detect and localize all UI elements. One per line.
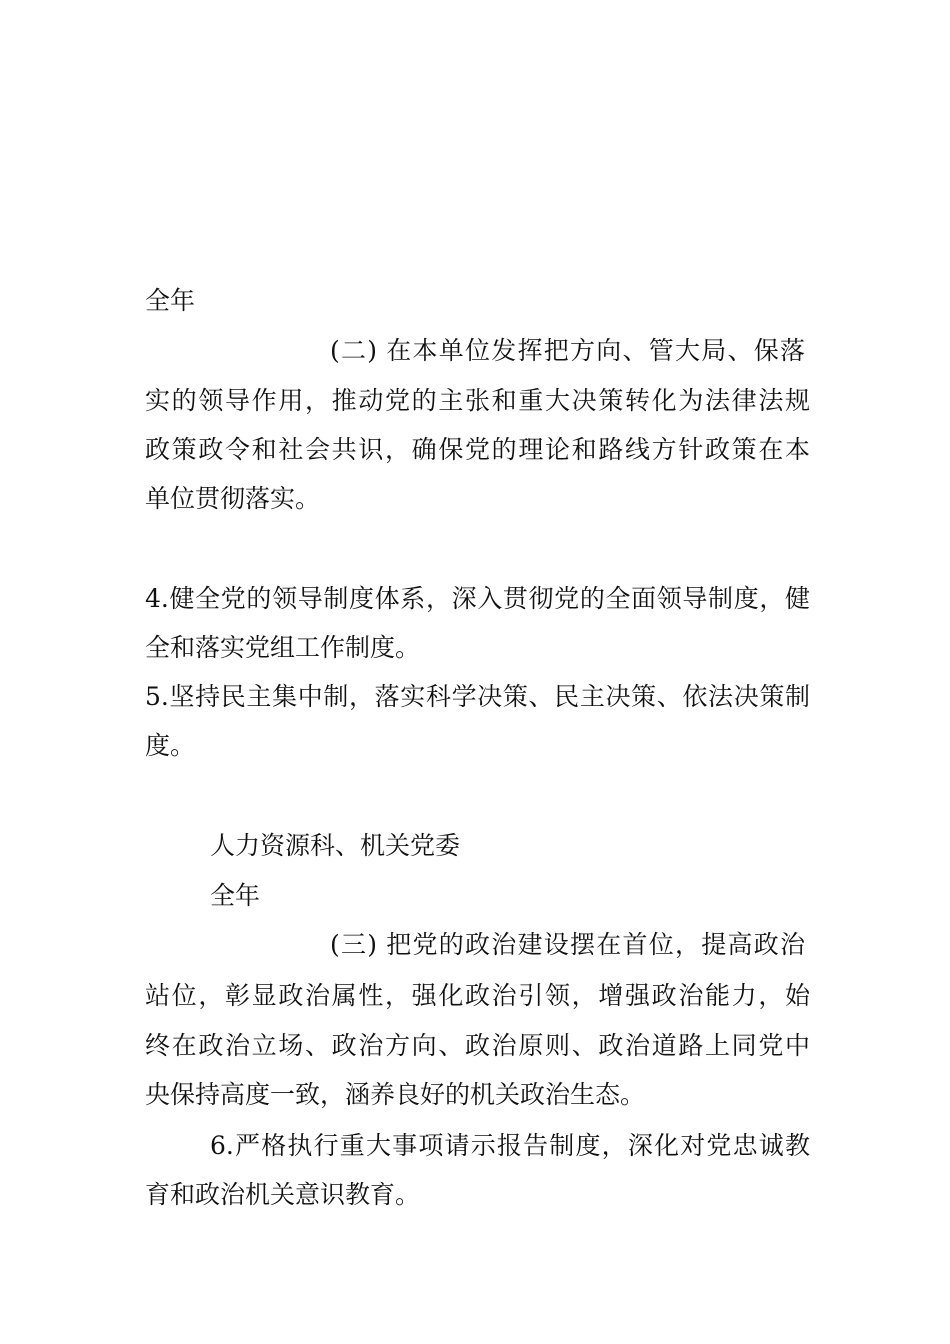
item-6: 6.严格执行重大事项请示报告制度，深化对党忠诚教 — [210, 1131, 810, 1160]
item-4-continued: 全和落实党组工作制度。 — [145, 633, 421, 662]
paragraph-line: 单位贯彻落实。 — [145, 484, 321, 513]
paragraph-line: 终在政治立场、政治方向、政治原则、政治道路上同党中 — [145, 1031, 810, 1060]
paragraph-line: 央保持高度一致，涵养良好的机关政治生态。 — [145, 1080, 646, 1109]
timeline-text: 全年 — [210, 881, 261, 910]
section-heading-2: (二) 在本单位发挥把方向、管大局、保落 — [330, 336, 805, 365]
item-4: 4.健全党的领导制度体系，深入贯彻党的全面领导制度，健 — [145, 584, 810, 613]
responsible-departments: 人力资源科、机关党委 — [210, 831, 461, 860]
paragraph-line: 实的领导作用，推动党的主张和重大决策转化为法律法规 — [145, 386, 810, 415]
section-heading-3: (三) 把党的政治建设摆在首位，提高政治 — [330, 930, 805, 959]
item-5: 5.坚持民主集中制，落实科学决策、民主决策、依法决策制 — [145, 682, 810, 711]
paragraph-line: 站位，彰显政治属性，强化政治引领，增强政治能力，始 — [145, 981, 810, 1010]
item-5-continued: 度。 — [145, 731, 196, 760]
item-6-continued: 育和政治机关意识教育。 — [145, 1180, 421, 1209]
paragraph-line: 政策政令和社会共识，确保党的理论和路线方针政策在本 — [145, 435, 810, 464]
timeline-text: 全年 — [145, 286, 196, 315]
